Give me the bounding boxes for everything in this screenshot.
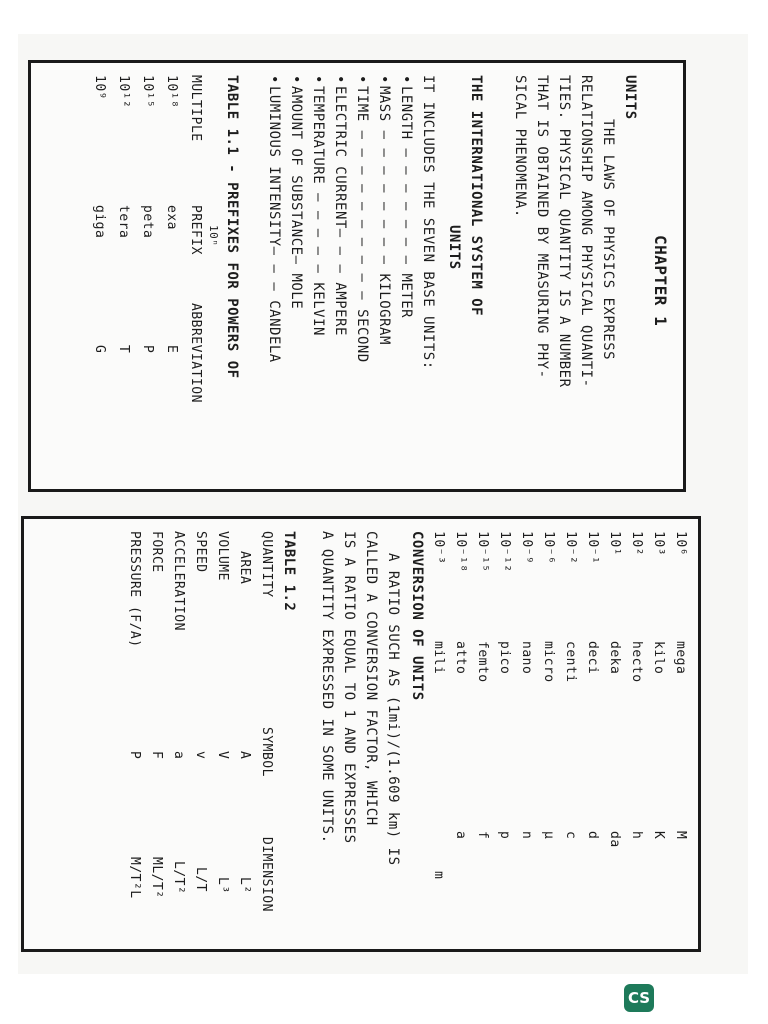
section-si-heading: THE INTERNATIONAL SYSTEM OF	[468, 75, 484, 317]
paragraph-line: THE LAWS OF PHYSICS EXPRESS	[600, 119, 616, 361]
table2-cell-quantity: AREA	[237, 551, 252, 585]
table-cell-prefix: mega	[673, 641, 688, 675]
base-unit-item: • LENGTH — — — — — — — METER	[397, 75, 415, 318]
table2-cell-dimension: L/T²	[171, 861, 186, 895]
table-cell-multiple: 10³	[651, 531, 666, 556]
table2-header-dimension: DIMENSION	[259, 837, 274, 912]
table-cell-prefix: nano	[519, 641, 534, 675]
table-cell-multiple: 10¹⁵	[140, 75, 155, 109]
table-cell-multiple: 10⁻⁶	[541, 531, 556, 565]
table2-header-quantity: QUANTITY	[259, 531, 274, 598]
table-cell-abbreviation: P	[140, 345, 155, 354]
table-cell-prefix: femto	[475, 641, 490, 683]
table-cell-abbreviation: G	[92, 345, 107, 354]
table-cell-prefix: kilo	[651, 641, 666, 675]
section-units-heading: UNITS	[622, 75, 638, 120]
table-header-multiple: MULTIPLE	[188, 75, 203, 142]
table2-cell-dimension: L²	[237, 877, 252, 894]
table-cell-multiple: 10¹²	[116, 75, 131, 109]
conversion-line: CALLED A CONVERSION FACTOR, WHICH	[363, 531, 379, 826]
conversion-line: A QUANTITY EXPRESSED IN SOME UNITS.	[319, 531, 335, 844]
table-cell-prefix: peta	[140, 205, 155, 239]
notes-panel-chapter-1	[28, 60, 686, 492]
conversion-line: IS A RATIO EQUAL TO 1 AND EXPRESSES	[341, 531, 357, 844]
table-cell-multiple: 10⁻²	[563, 531, 578, 565]
table2-cell-symbol: F	[149, 751, 164, 760]
base-unit-item: • ELECTRIC CURRENT— — — AMPERE	[331, 75, 349, 336]
table-cell-prefix: deci	[585, 641, 600, 675]
table-cell-abbreviation: c	[563, 831, 578, 840]
camscanner-logo: CS	[624, 984, 654, 1012]
table2-cell-symbol: a	[171, 751, 186, 760]
table-cell-abbreviation: a	[453, 831, 468, 840]
table-cell-prefix: pico	[497, 641, 512, 675]
table2-cell-quantity: SPEED	[193, 531, 208, 573]
table-cell-abbreviation: h	[629, 831, 644, 840]
table-cell-abbreviation: M	[673, 831, 688, 840]
section-si-heading-cont: UNITS	[446, 225, 462, 270]
table-1-1-title: TABLE 1.1 - PREFIXES FOR POWERS OF	[224, 75, 240, 379]
table-cell-abbreviation: da	[607, 831, 622, 848]
table2-cell-quantity: FORCE	[149, 531, 164, 573]
table-cell-multiple: 10¹	[607, 531, 622, 556]
table-cell-prefix: atto	[453, 641, 468, 675]
paragraph-line: SICAL PHENOMENA.	[512, 75, 528, 218]
table-cell-multiple: 10⁻¹	[585, 531, 600, 565]
table-cell-abbreviation: K	[651, 831, 666, 840]
table-cell-abbreviation: d	[585, 831, 600, 840]
table-cell-prefix: micro	[541, 641, 556, 683]
rotated-content	[18, 34, 748, 974]
table-cell-multiple: 10²	[629, 531, 644, 556]
base-units-intro: IT INCLUDES THE SEVEN BASE UNITS:	[420, 75, 436, 370]
table-cell-multiple: 10⁻³	[431, 531, 446, 565]
table2-cell-symbol: V	[215, 751, 230, 760]
base-unit-item: • TEMPERATURE — — — — — KELVIN	[309, 75, 327, 336]
table-cell-prefix: mili	[431, 641, 446, 675]
table-cell-abbreviation: T	[116, 345, 131, 354]
paragraph-line: RELATIONSHIP AMONG PHYSICAL QUANTI-	[578, 75, 594, 388]
table-cell-prefix: deka	[607, 641, 622, 675]
table-cell-abbreviation: n	[519, 831, 534, 840]
chapter-title: CHAPTER 1	[651, 235, 670, 327]
table-cell-multiple: 10⁻¹⁸	[453, 531, 468, 573]
table-1-1-title-power: 10ⁿ	[207, 225, 220, 247]
table-1-2-title: TABLE 1.2	[281, 531, 297, 612]
table-cell-multiple: 10⁻⁹	[519, 531, 534, 565]
table2-cell-symbol: v	[193, 751, 208, 760]
table2-cell-dimension: ML/T²	[149, 857, 164, 899]
conversion-heading: CONVERSION OF UNITS	[409, 531, 425, 701]
table-cell-multiple: 10¹⁸	[164, 75, 179, 109]
base-unit-item: • MASS — — — — — — — — KILOGRAM	[375, 75, 393, 345]
table-cell-prefix: giga	[92, 205, 107, 239]
paragraph-line: TIES. PHYSICAL QUANTITY IS A NUMBER	[556, 75, 572, 388]
table-cell-abbreviation: E	[164, 345, 179, 354]
table-cell-multiple: 10⁶	[673, 531, 688, 556]
notes-panel-continued	[21, 516, 701, 952]
table2-cell-dimension: L³	[215, 877, 230, 894]
table2-header-symbol: SYMBOL	[259, 727, 274, 777]
table-cell-multiple: 10⁹	[92, 75, 107, 100]
table2-cell-symbol: A	[237, 751, 252, 760]
table-cell-prefix: tera	[116, 205, 131, 239]
table-cell-abbreviation: m	[431, 871, 446, 880]
table-cell-prefix: exa	[164, 205, 179, 230]
base-unit-item: • TIME — — — — — — — — — — SECOND	[353, 75, 371, 363]
table-header-abbreviation: ABBREVIATION	[188, 303, 203, 403]
paragraph-line: THAT IS OBTAINED BY MEASURING PHY-	[534, 75, 550, 379]
conversion-line: A RATIO SUCH AS (1mi)/(1.609 km) IS	[385, 553, 401, 866]
table-cell-multiple: 10⁻¹⁵	[475, 531, 490, 573]
table-header-prefix: PREFIX	[188, 205, 203, 255]
base-unit-item: • LUMINOUS INTENSITY— — — CANDELA	[265, 75, 283, 363]
table-cell-abbreviation: f	[475, 831, 490, 840]
table2-cell-quantity: VOLUME	[215, 531, 230, 581]
table-cell-multiple: 10⁻¹²	[497, 531, 512, 573]
table2-cell-quantity: PRESSURE (F/A)	[127, 531, 142, 648]
table-cell-abbreviation: p	[497, 831, 512, 840]
table2-cell-symbol: P	[127, 751, 142, 760]
base-unit-item: • AMOUNT OF SUBSTANCE— MOLE	[287, 75, 305, 309]
table-cell-prefix: hecto	[629, 641, 644, 683]
table-cell-prefix: centi	[563, 641, 578, 683]
table-cell-abbreviation: µ	[541, 831, 556, 840]
table2-cell-dimension: M/T²L	[127, 857, 142, 899]
table2-cell-dimension: L/T	[193, 867, 208, 892]
table2-cell-quantity: ACCELERATION	[171, 531, 186, 631]
